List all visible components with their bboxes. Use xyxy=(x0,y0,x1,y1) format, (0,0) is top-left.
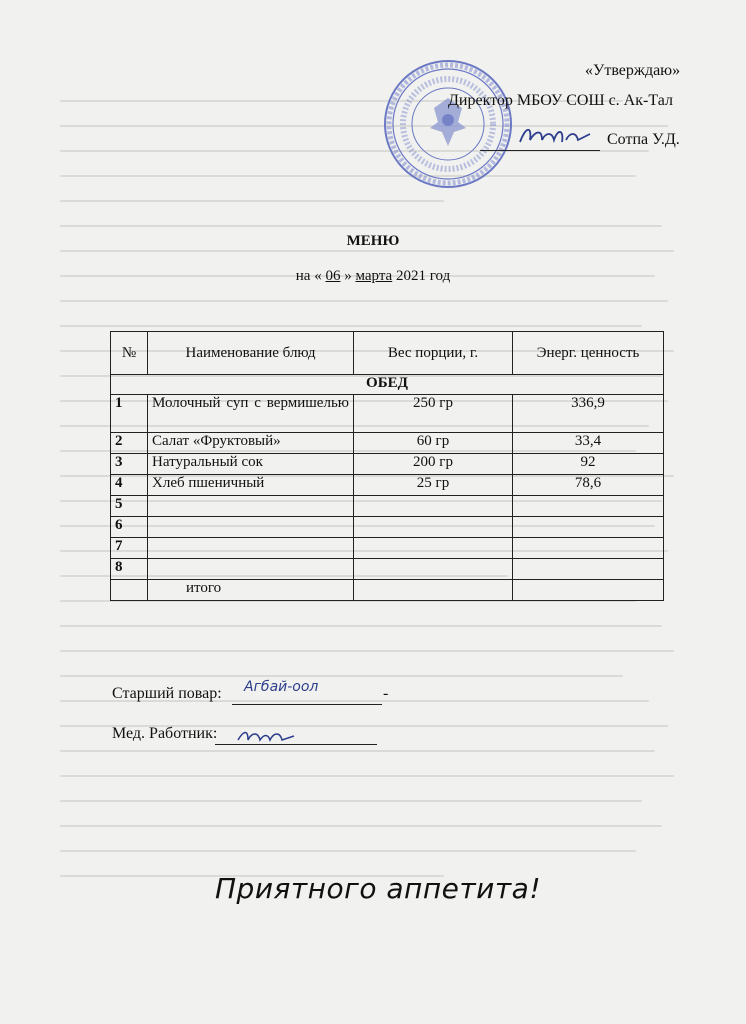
row-dish: Натуральный сок xyxy=(148,454,354,475)
senior-cook-dash: - xyxy=(383,685,389,702)
row-energy: 78,6 xyxy=(513,475,664,496)
table-row xyxy=(111,517,664,538)
row-weight xyxy=(354,538,513,559)
dish-name: Молочный суп с вермишелью xyxy=(152,395,349,411)
row-number: 4 xyxy=(111,475,148,496)
row-dish xyxy=(148,559,354,580)
row-weight xyxy=(354,517,513,538)
senior-cook-signature-line xyxy=(232,704,382,705)
row-weight: 60 гр xyxy=(354,433,513,454)
official-stamp xyxy=(382,58,514,190)
row-weight: 200 гр xyxy=(354,454,513,475)
menu-table xyxy=(110,331,664,601)
table-row xyxy=(111,433,664,454)
header-dish-name: Наименование блюд xyxy=(148,332,354,375)
row-energy xyxy=(513,517,664,538)
date-year: 2021 год xyxy=(395,268,451,284)
medical-worker-label: Мед. Работник: xyxy=(112,725,218,742)
row-energy: 92 xyxy=(513,454,664,475)
row-dish xyxy=(148,496,354,517)
table-row xyxy=(111,475,664,496)
header-energy-value: Энерг. ценность xyxy=(513,332,664,375)
medical-worker-signature xyxy=(236,728,296,744)
total-number xyxy=(111,580,148,601)
row-weight: 25 гр xyxy=(354,475,513,496)
row-energy: 336,9 xyxy=(513,395,664,433)
date-month: марта xyxy=(355,268,393,284)
senior-cook-signature: Агбай-оол xyxy=(244,679,319,695)
row-number: 8 xyxy=(111,559,148,580)
row-energy xyxy=(513,496,664,517)
row-energy: 33,4 xyxy=(513,433,664,454)
row-weight xyxy=(354,559,513,580)
table-row xyxy=(111,496,664,517)
row-energy xyxy=(513,559,664,580)
date-prefix: на « xyxy=(295,268,322,284)
section-row xyxy=(111,375,664,395)
row-energy xyxy=(513,538,664,559)
table-row xyxy=(111,454,664,475)
table-row xyxy=(111,559,664,580)
total-row xyxy=(111,580,664,601)
director-name: Сотпа У.Д. xyxy=(607,131,680,148)
row-number: 1 xyxy=(111,395,148,433)
row-number: 7 xyxy=(111,538,148,559)
table-row xyxy=(111,538,664,559)
director-signature-line xyxy=(480,150,600,151)
row-dish xyxy=(148,517,354,538)
medical-worker-signature-line xyxy=(215,744,377,745)
total-weight xyxy=(354,580,513,601)
date-mid: » xyxy=(344,268,352,284)
total-energy xyxy=(513,580,664,601)
total-label xyxy=(148,580,354,601)
row-number: 3 xyxy=(111,454,148,475)
row-number: 6 xyxy=(111,517,148,538)
row-dish xyxy=(148,395,354,433)
director-signature xyxy=(516,122,596,150)
row-weight: 250 гр xyxy=(354,395,513,433)
row-number: 5 xyxy=(111,496,148,517)
row-dish: Хлеб пшеничный xyxy=(148,475,354,496)
total-label-text: итого xyxy=(186,580,222,596)
row-number: 2 xyxy=(111,433,148,454)
header-number: № xyxy=(111,332,148,375)
director-title: Директор МБОУ СОШ с. Ак-Тал xyxy=(448,92,673,109)
senior-cook-label: Старший повар: xyxy=(112,685,222,702)
header-portion-weight: Вес порции, г. xyxy=(354,332,513,375)
menu-date xyxy=(0,268,746,285)
row-dish: Салат «Фруктовый» xyxy=(148,433,354,454)
table-row xyxy=(111,395,664,433)
table-header-row xyxy=(111,332,664,375)
section-title: ОБЕД xyxy=(111,375,664,395)
date-day: 06 xyxy=(325,268,341,284)
row-weight xyxy=(354,496,513,517)
approve-label: «Утверждаю» xyxy=(585,62,681,79)
menu-title: МЕНЮ xyxy=(346,233,400,249)
appetite-wish: Приятного аппетита! xyxy=(215,872,542,905)
row-dish xyxy=(148,538,354,559)
